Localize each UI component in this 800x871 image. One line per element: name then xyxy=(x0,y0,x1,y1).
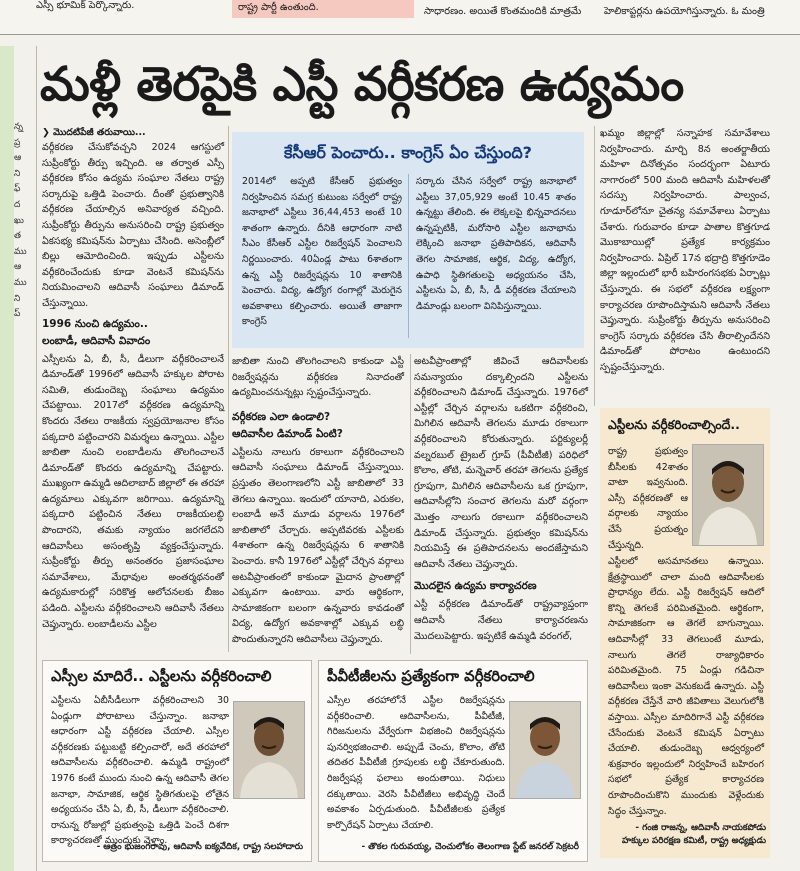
col1-para1: వర్గీకరణ చేసుకోవచ్చని 2024 ఆగస్టులో సుప్రీంకోర్టు తీర్పు ఇచ్చింది. ఆ తర్వాత ఎస్సీ వర్గీకరణ కోసం ఉద్యమ సంఘాల నేతలు రాష్ట్ర సర్కారుపై ఒత్తిడి పెంచారు. దీంతో ప్రభుత్వానికి వర్గీకరణ చేయాల్సిన అనివార్యత వచ్చింది. సుప్రీంకోర్టు తీర్పును అనుసరించి రాష్ట్ర ప్రభుత్వం ఏకసభ్య కమిషన్‌ను ఏర్పాటు చేసింది. అసెంబ్లీలో బిల్లు ఆమోదించింది. ఇప్పుడు ఎస్టీలను వర్గీకరించేందుకు కూడా వెంటనే కమిషన్‌ను నియమించాలని ఆదివాసీ సంఘాలు డిమాండ్ చేస్తున్నాయి. xyxy=(42,142,224,309)
col2-subhead-1: వర్గీకరణ ఎలా ఉండాలి? xyxy=(232,410,331,423)
edge-fragment: ని xyxy=(14,293,21,304)
prev-pink-box xyxy=(232,0,414,18)
portrait-photo-atram xyxy=(233,701,305,799)
column-rule-1 xyxy=(228,126,229,652)
left-margin-bar xyxy=(0,46,14,871)
col1-subhead-1: 1996 నుంచి ఉద్యమం.. xyxy=(42,317,148,330)
edge-fragment: త xyxy=(14,231,22,242)
dateline-text: మొదటిపేజీ తరువాయి... xyxy=(53,127,146,138)
bottom-left-text: ఎస్టీలను ఏబీసీడీలుగా వర్గీకరించాలని 30 ఏండ్లుగా పోరాటాలు చేస్తున్నాం. జనాభా ఆధారంగా ఎస్టీ వర్గీకరణ చేయాలి. ఎస్సీల వర్గీకరణకు పట్టుబట్టి కల్పించారో, అదే తరహాలో ఆదివాసీలను వర్గీకరించాలి. ఉమ్మడి రాష్ట్రంలో 1976 కంటే ముందు నుంచి ఉన్న ఆదివాసీ తెగల జనాభా, సామాజిక, ఆర్థిక స్థితిగతులపై లోతైన అధ్యయనం చేసి ఏ, బీ, సీ, డీలుగా వర్గీకరించాలి. రానున్న రోజుల్లో ప్రభుత్వంపై ఒత్తిడి పెంచే దిశగా కార్యాచరణతో ముందుకు వెళ్తాం. xyxy=(51,695,229,847)
col1-subhead-2: లంబాడీ, ఆదివాసీ వివాదం xyxy=(42,334,151,347)
portrait-photo-tokala xyxy=(509,701,581,799)
person-portrait-icon xyxy=(234,702,304,798)
column-2 xyxy=(232,354,404,648)
page-headline: మళ్లీ తెరపైకి ఎస్టీ వర్గీకరణ ఉద్యమం xyxy=(40,57,684,112)
prev-fragment-right1: సాధారణం. అయితే కొంతమందికి మాత్రమే xyxy=(424,6,582,17)
prev-fragment-left: ఎస్సీ భూమిక్ పెర్కొన్నారు. xyxy=(36,0,135,11)
edge-fragment: ము xyxy=(14,246,27,257)
col3-para1: అటవీప్రాంతాల్లో జీవించే ఆదివాసీలకు సమన్యాయం దక్కాల్సిందని ఎస్టీలను వర్గీకరించాలని డిమాండ్ చేస్తున్నారు. 1976లో ఎస్టీల్లో చేర్చిన వర్గాలను ఒకటిగా వర్గీకరించి, మిగిలిన ఆదివాసీ తెగలను మూడు రకాలుగా వర్గీకరించాలని కోరుతున్నారు. పర్టిక్యులర్లీ వల్నరబుల్ ట్రైబల్ గ్రూప్ (పీవీటీజీ) పరిధిలో కొలాం, తోటి, మన్నెవార్ తరహా తెగలను ప్రత్యేక గ్రూపుగా, మిగిలిన ఆదివాసీలను ఒక గ్రూపుగా, ఆదివాసీల్లోని సంచార తెగలను మరో వర్గంగా మొత్తం నాలుగు రకాలుగా వర్గీకరించాలని డిమాండ్ చేస్తున్నారు. ప్రభుత్వం కమిషన్‌ను నియమిస్తే ఈ ప్రతిపాదనలను అందజేస్తామని ఆదివాసీ నేతలు చెప్తున్నారు. xyxy=(414,356,588,570)
bottom-right-text: ఎస్సీల తరహాలోనే ఎస్టీల రిజర్వేషన్లను వర్గీకరించాలి. ఆదివాసీలను, పీవీటీజీ, గిరిజనులను వేర్వేరుగా విభజించి రిజర్వేషన్లను పునర్విభజించాలి. అప్పుడే చెంచు, కొలాం, తోటి తదితర పీవీటీజీ గ్రూపులకు లబ్ధి చేకూరుతుంది. రిజర్వేషన్ల ఫలాలు అందుతాయి. నిధులు దక్కుతాయి. వెరసి పీవీటీజీలు అభివృద్ధి చెందే అవకాశం ఏర్పడుతుంది. పీవీటీజీలకు ప్రత్యేక కార్పొరేషన్ ఏర్పాటు చేయాలి. xyxy=(327,695,505,831)
play-arrow-icon: ❯ xyxy=(42,127,54,138)
box-divider xyxy=(408,174,409,338)
col2-subhead-2: ఆదివాసీల డిమాండ్ ఏంటి? xyxy=(232,427,343,440)
column-4 xyxy=(600,126,770,376)
quote-text-narrow: రాష్ట్ర ప్రభుత్వం బీసీలకు 42శాతం వాటా ఇవ్వనుంది. ఎస్సీ వర్గీకరణతో ఆ వర్గాలకు న్యాయం చేసే ప్రయత్నం చేస్తున్నది. xyxy=(608,446,688,551)
edge-fragment: ఆ xyxy=(14,153,22,164)
previous-article-strip xyxy=(0,0,800,34)
edge-fragment: ప్ర xyxy=(14,137,21,148)
column-rule-2 xyxy=(410,354,411,654)
box-title: కేసీఆర్ పెంచారు.. కాంగ్రెస్ ఏం చేస్తుంది? xyxy=(284,143,532,162)
edge-fragment: ఆ xyxy=(14,262,22,273)
quote-box-ganji-rajanna xyxy=(600,408,770,858)
quote-box-title: ఎస్టీలను వర్గీకరించాల్సిందే.. xyxy=(608,417,740,432)
strip-divider xyxy=(0,34,800,35)
col3-para2: ఎస్టీ వర్గీకరణ డిమాండ్‌తో రాష్ట్రవ్యాప్తంగా ఆదివాసీ నేతలు కార్యాచరణను మొదలుపెట్టారు. ఇప్పటికే ఉమ్మడి వరంగల్, xyxy=(414,599,588,642)
edge-fragment: ప్ xyxy=(14,309,21,320)
adjacent-article-edge xyxy=(14,120,34,323)
column-1 xyxy=(42,126,224,632)
column-3 xyxy=(414,354,588,644)
edge-fragment: న్న xyxy=(14,122,23,132)
edge-fragment: ఫ్ xyxy=(14,184,21,195)
edge-fragment: ని xyxy=(14,168,21,179)
prev-fragment-middle: రాష్ట్ర పార్టీ ఉంతుంది. xyxy=(238,2,319,13)
quote-box-tokala-guruvaiah xyxy=(318,660,588,862)
person-portrait-icon xyxy=(510,702,580,798)
col1-para2: ఎస్సీలను ఏ, బీ, సీ, డీలుగా వర్గీకరించాలనే డిమాండ్‌తో 1996లో ఆదివాసీ హక్కుల పోరాట సమితి, తుడుందెబ్బ సంఘాలు ఉద్యమం చేపట్టాయి. 2017లో వర్గీకరణ ఉద్యమాన్ని కొందరు నేతలు రాజకీయ స్వప్రయోజనాల కోసం పక్కదారి పట్టించారని విమర్శలు ఉన్నాయి. ఎస్టీల జాబితా నుంచి లంబాడీలను తొలగించాలనే డిమాండ్‌తో కొందరు ఉద్యమాన్ని చేపట్టారు. ముఖ్యంగా ఉమ్మడి ఆదిలాబాద్ జిల్లాలో ఈ తరహా ఉద్యమాలు ఎక్కువగా జరిగాయి. ఉద్యమాన్ని పక్కదారి పట్టించిన నేతలు రాజకీయలబ్ధి పొందారని, తమకు న్యాయం జరగలేదని ఆదివాసీలు అసంతృప్తి వ్యక్తంచేస్తున్నారు. సుప్రీంకోర్టు తీర్పు అనంతరం ప్రజాసంఘాల సమావేశాలు, మేధావుల అంతర్మథనంతో ఉద్యమకారుల్లో సరికొత్త ఆలోచనలకు బీజం పడింది. ఎస్టీలను వర్గీకరించాలని ఆదివాసీ నేతలు చెప్తున్నారు. లంబాడీలను ఎస్టీల xyxy=(42,353,224,630)
bottom-right-credit: - తొకల గురువయ్య, చెంచులోకం తెలంగాణ స్టేట్ జనరల్ సెక్రటరీ xyxy=(361,842,579,852)
box-text-right: సర్కారు చేసిన సర్వేలో రాష్ట్ర జనాభాలో ఎస్టీలు 37,05,929 అంటే 10.45 శాతం ఉన్నట్టు తేలింది. ఈ లెక్కలపై భిన్నవాదనలు ఉన్నప్పటికీ, మరోసారి ఎస్టీల జనాభాను లెక్కించి జనాభా ప్రతిపాదికన, ఆదివాసీ తెగల సామాజిక, ఆర్థిక, విద్య, ఉద్యోగ, ఉపాధి స్థితిగతులపై అధ్యయనం చేసి, ఎస్టీలను ఏ, బీ, సీ, డీ వర్గీకరణ చేయాలని డిమాండ్లు బలంగా వినిపిస్తున్నాయి. xyxy=(416,176,576,312)
bottom-right-title: పీవీటీజీలను ప్రత్యేకంగా వర్గీకరించాలి xyxy=(327,668,535,685)
col4-para1: ఖమ్మం జిల్లాల్లో సన్నాహక సమావేశాలు నిర్వహించారు. మార్చి 8న అంతర్జాతీయ మహిళా దినోత్సవం సందర్భంగా ఏటూరు నాగారంలో 500 మంది ఆదివాసీ మహిళలతో సదస్సు నిర్వహించారు. పాల్వంచ, గూడూర్‌లోనూ చైతన్య సమావేశాలు ఏర్పాటు చేశారు. గురువారం కూడా పాతాల కొత్తగూడ మొకాబాయిల్లో ప్రత్యేక కార్యక్రమం నిర్వహించారు. ఏప్రిల్ 17న భద్రాద్రి కొత్తగూడెం జిల్లా ఇల్లందులో భారీ బహిరంగసభకు ఏర్పాట్లు చేస్తున్నారు. ఈ సభలో వర్గీకరణ లక్ష్యంగా కార్యాచరణ రూపొందిస్తామని ఆదివాసీ నేతలు చెప్తున్నారు. సుప్రీంకోర్టు తీర్పును అనుసరించి కాంగ్రెస్ సర్కారు వర్గీకరణ చేసి తీరాల్సిందేనని డిమాండ్‌తో పోరాటం ఉంటుందని స్పష్టంచేస్తున్నారు. xyxy=(600,128,770,373)
bottom-left-title: ఎస్సీల మాదిరే.. ఎస్టీలను వర్గీకరించాలి xyxy=(51,668,272,685)
portrait-photo-ganji-rajanna xyxy=(692,444,764,546)
prev-fragment-right2: హెలికాప్టర్లను ఉపయోగిస్తున్నారు. ఓ మంత్రి xyxy=(604,6,765,17)
col2-para2: ఎస్టీలను నాలుగు రకాలుగా వర్గీకరించాలని ఆదివాసీ సంఘాలు డిమాండ్ చేస్తున్నాయి. ప్రస్తుతం తెలంగాణలోని ఎస్టీ జాబితాలో 33 తెగలు ఉన్నాయి. ఇందులో యానాది, ఎరుకల, లంబాడీ అనే మూడు వర్గాలను 1976లో జాబితాలో చేర్చారు. అప్పటివరకు ఎస్టీలకు 4శాతంగా ఉన్న రిజర్వేషన్లను 6 శాతానికి పెంచారు. కానీ 1976లో ఎస్టీల్లో చేర్చిన వర్గాలు అటవీప్రాంతంలో కాకుండా మైదాన ప్రాంతాల్లో ఎక్కువగా ఉంటాయి. వారు ఆర్థికంగా, సామాజికంగా బలంగా ఉన్నవారు కావడంతో విద్య, ఉద్యోగ అవకాశాల్లో ఎక్కువ లబ్ధి పొందుతున్నారని ఆదివాసీలు చెప్తున్నారు. xyxy=(232,446,404,645)
quote-text-full: ఎస్టీలలో అసమానతలు ఉన్నాయి. క్షేత్రస్థాయిలో చాలా మంది ఆదివాసీలకు ప్రాధాన్యం లేదు. ఎస్టీ రిజర్వేషన్ ఆదిలో కొన్ని తెగలకే పరిమితమైంది. ఆర్థికంగా, సామాజికంగా ఆ తెగలే బాగున్నాయి. ఆదివాసీల్లో 33 తెగలుంటే మూడు, నాలుగు తెగలే రాజ్యాధికారం పరిమితమైంది. 75 ఏండ్లు గడిచినా ఆదివాసీలు ఇంకా వెనుకబడే ఉన్నారు. ఎస్టీ వర్గీకరణ చేస్తేనే వారి జీవితాలు వెలుగులోకి వస్తాయి. ఎస్సీల మాదిరిగానే ఎస్టీ వర్గీకరణ చేసేందుకు వెంటనే కమిషన్ ఏర్పాటు చేయాలి. తుడుందెబ్బ ఆధ్వర్యంలో శుక్రవారం ఇల్లందులో నిర్వహించే బహిరంగ సభలో ప్రత్యేక కార్యాచరణ రూపొందించుకొని ముందుకు వెళ్లేందుకు సిద్ధం చేస్తున్నాం. xyxy=(608,556,764,817)
kcr-congress-box xyxy=(232,132,584,348)
col3-subhead-1: మొదలైన ఉద్యమ కార్యాచరణ xyxy=(414,580,537,593)
col2-para1: జాబితా నుంచి తొలగించాలని కాకుండా ఎస్టీ రిజర్వేషన్లను వర్గీకరణ నినాదంతో ఉద్యమించనున్నట్లు స్పష్టంచేస్తున్నారు. xyxy=(232,356,404,399)
edge-fragment: ద xyxy=(14,199,21,210)
column-rule-3 xyxy=(594,126,595,406)
bottom-left-credit: - ఆత్రం భుజంగరావు, ఆదివాసీ ఐక్యవేదిక, రాష్ట్ర సలహాదారు xyxy=(96,842,303,852)
quote-box-atram-bhujangarao xyxy=(42,660,312,862)
dateline xyxy=(42,126,224,140)
quote-credit-name: - గంజి రాజన్న, ఆదివాసీ నాయకపోడు xyxy=(635,823,766,833)
quote-credit-role: హక్కుల పరిరక్షణ కమిటీ, రాష్ట్ర అధ్యక్షుడు xyxy=(621,836,766,846)
box-text-left: 2014లో అప్పటి కేసీఆర్ ప్రభుత్వం నిర్వహించిన సమగ్ర కుటుంబ సర్వేలో రాష్ట్ర జనాభాలో ఎస్టీలు 36,44,453 అంటే 10 శాతంగా ఉన్నారు. దీనికి ఆధారంగా నాటి సీఎం కేసీఆర్ ఎస్టీల రిజర్వేషన్ పెంచాలని నిర్ణయించారు. 40ఏండ్ల పాటు 6శాతంగా ఉన్న ఎస్టీ రిజర్వేషన్లను 10 శాతానికి పెంచారు. విద్య, ఉద్యోగ రంగాల్లో మెరుగైన అవకాశాలు కల్పించారు. అయితే తాజాగా కాంగ్రెస్ xyxy=(242,176,402,328)
person-portrait-icon xyxy=(693,445,763,545)
left-column-rule xyxy=(36,46,37,871)
edge-fragment: ఖు xyxy=(14,215,24,226)
quote-credit xyxy=(608,822,766,848)
edge-fragment: ము xyxy=(14,277,27,288)
